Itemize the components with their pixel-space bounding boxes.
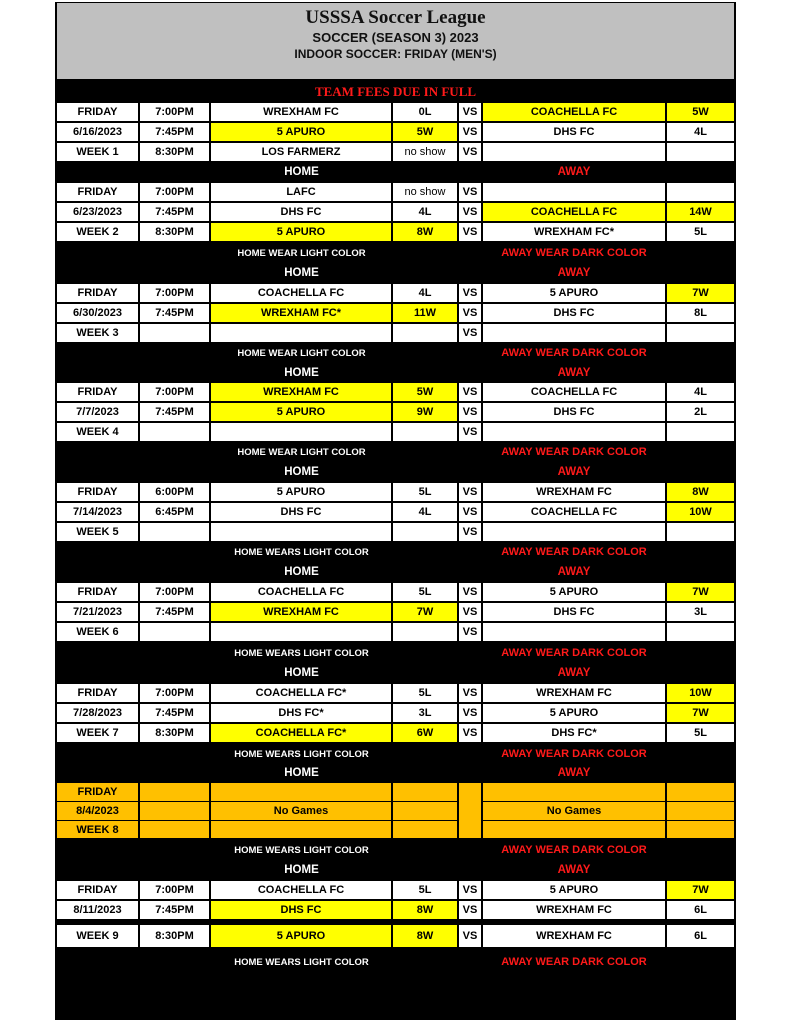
home-score-cell	[393, 423, 457, 441]
week-date: 6/30/2023	[57, 304, 138, 322]
away-score-cell: 10W	[667, 503, 734, 521]
home-label: HOME	[284, 367, 319, 379]
away-score-cell: 5W	[667, 103, 734, 121]
home-score-cell: 5L	[393, 583, 457, 601]
away-team-cell: DHS FC	[483, 403, 665, 421]
home-team-cell: DHS FC	[211, 203, 391, 221]
vs-cell: VS	[459, 123, 481, 141]
home-away-band	[55, 363, 736, 383]
away-score-cell	[667, 623, 734, 641]
home-score-cell: no show	[393, 183, 457, 201]
away-team-cell: DHS FC	[483, 123, 665, 141]
home-score-cell: 5W	[393, 383, 457, 401]
table-row	[55, 222, 736, 242]
table-row	[55, 482, 736, 502]
home-wear-label: HOME WEARS LIGHT COLOR	[234, 956, 369, 968]
away-score-cell: 8L	[667, 304, 734, 322]
home-score-cell: 7W	[393, 603, 457, 621]
home-away-band	[55, 663, 736, 683]
home-score-cell: 4L	[393, 503, 457, 521]
away-wear-label: AWAY WEAR DARK COLOR	[501, 647, 647, 659]
wear-color-band	[55, 343, 736, 363]
time-cell: 7:00PM	[140, 284, 209, 302]
time-cell: 6:45PM	[140, 503, 209, 521]
table-row	[55, 142, 736, 162]
table-row	[55, 182, 736, 202]
away-team-cell: No Games	[483, 802, 665, 820]
away-team-cell: WREXHAM FC	[483, 901, 665, 919]
vs-cell: VS	[459, 523, 481, 541]
away-team-cell	[483, 623, 665, 641]
away-label: AWAY	[557, 864, 591, 876]
away-team-cell: COACHELLA FC	[483, 383, 665, 401]
away-label: AWAY	[557, 667, 591, 679]
time-cell: 7:00PM	[140, 103, 209, 121]
home-away-band	[55, 763, 736, 783]
away-score-cell: 7W	[667, 881, 734, 899]
week-date: 6/23/2023	[57, 203, 138, 221]
time-cell: 8:30PM	[140, 143, 209, 161]
home-team-cell: COACHELLA FC*	[211, 684, 391, 702]
away-team-cell: 5 APURO	[483, 881, 665, 899]
home-score-cell: 5W	[393, 123, 457, 141]
home-score-cell: 5L	[393, 684, 457, 702]
vs-cell: VS	[459, 203, 481, 221]
vs-cell: VS	[459, 143, 481, 161]
time-cell: 8:30PM	[140, 925, 209, 947]
away-wear-label: AWAY WEAR DARK COLOR	[501, 347, 647, 359]
away-score-cell: 2L	[667, 403, 734, 421]
time-cell	[140, 821, 209, 838]
home-wear-label: HOME WEARS LIGHT COLOR	[234, 844, 369, 856]
table-row	[55, 122, 736, 142]
table-row	[55, 283, 736, 303]
vs-cell: VS	[459, 284, 481, 302]
time-cell	[140, 623, 209, 641]
home-label: HOME	[284, 466, 319, 478]
table-row	[55, 582, 736, 602]
home-score-cell	[393, 802, 457, 820]
home-team-cell: COACHELLA FC	[211, 284, 391, 302]
home-team-cell: WREXHAM FC*	[211, 304, 391, 322]
table-row	[55, 602, 736, 622]
away-team-cell: 5 APURO	[483, 284, 665, 302]
time-cell: 6:00PM	[140, 483, 209, 501]
away-wear-label: AWAY WEAR DARK COLOR	[501, 956, 647, 968]
vs-cell: VS	[459, 724, 481, 742]
home-wear-label: HOME WEARS LIGHT COLOR	[234, 748, 369, 760]
home-label: HOME	[284, 667, 319, 679]
table-row	[55, 924, 736, 948]
away-wear-label: AWAY WEAR DARK COLOR	[501, 546, 647, 558]
home-score-cell	[393, 523, 457, 541]
time-cell: 7:00PM	[140, 383, 209, 401]
home-team-cell: COACHELLA FC*	[211, 724, 391, 742]
vs-cell: VS	[459, 503, 481, 521]
home-score-cell: 9W	[393, 403, 457, 421]
home-score-cell	[393, 783, 457, 801]
home-score-cell: 4L	[393, 284, 457, 302]
vs-cell: VS	[459, 583, 481, 601]
vs-cell: VS	[459, 623, 481, 641]
vs-cell: VS	[459, 603, 481, 621]
vs-cell: VS	[459, 183, 481, 201]
vs-cell: VS	[459, 324, 481, 342]
fees-notice: TEAM FEES DUE IN FULL	[314, 84, 477, 99]
away-team-cell	[483, 183, 665, 201]
home-team-cell: WREXHAM FC	[211, 383, 391, 401]
table-row	[55, 202, 736, 222]
away-label: AWAY	[557, 267, 591, 279]
home-away-band	[55, 263, 736, 283]
home-team-cell	[211, 821, 391, 838]
away-wear-label: AWAY WEAR DARK COLOR	[501, 844, 647, 856]
table-row	[55, 622, 736, 642]
away-team-cell: COACHELLA FC	[483, 503, 665, 521]
time-cell: 7:45PM	[140, 704, 209, 722]
home-team-cell: DHS FC	[211, 503, 391, 521]
table-row	[55, 820, 736, 839]
home-score-cell: 5L	[393, 483, 457, 501]
away-score-cell	[667, 802, 734, 820]
table-row	[55, 102, 736, 122]
division-title: INDOOR SOCCER: FRIDAY (MEN'S)	[294, 47, 497, 61]
vs-cell: VS	[459, 704, 481, 722]
week-week: WEEK 8	[57, 821, 138, 838]
away-team-cell: DHS FC	[483, 304, 665, 322]
away-team-cell	[483, 423, 665, 441]
time-cell	[140, 324, 209, 342]
home-team-cell	[211, 423, 391, 441]
home-team-cell: DHS FC*	[211, 704, 391, 722]
home-wear-label: HOME WEARS LIGHT COLOR	[234, 546, 369, 558]
home-team-cell: 5 APURO	[211, 223, 391, 241]
away-team-cell: COACHELLA FC	[483, 103, 665, 121]
time-cell	[140, 523, 209, 541]
home-team-cell: DHS FC	[211, 901, 391, 919]
vs-cell	[459, 819, 481, 838]
away-score-cell: 7W	[667, 583, 734, 601]
wear-color-band	[55, 952, 736, 972]
away-score-cell	[667, 783, 734, 801]
home-label: HOME	[284, 864, 319, 876]
home-team-cell	[211, 623, 391, 641]
home-team-cell: WREXHAM FC	[211, 603, 391, 621]
wear-color-band	[55, 840, 736, 860]
home-away-band	[55, 462, 736, 482]
away-wear-label: AWAY WEAR DARK COLOR	[501, 748, 647, 760]
wear-color-band	[55, 744, 736, 764]
away-team-cell: WREXHAM FC	[483, 925, 665, 947]
away-team-cell	[483, 783, 665, 801]
away-team-cell	[483, 324, 665, 342]
league-title: USSSA Soccer League	[305, 7, 486, 28]
wear-color-band	[55, 442, 736, 462]
home-score-cell: 6W	[393, 724, 457, 742]
away-team-cell: DHS FC*	[483, 724, 665, 742]
away-team-cell: WREXHAM FC*	[483, 223, 665, 241]
home-team-cell: No Games	[211, 802, 391, 820]
time-cell	[140, 802, 209, 820]
home-team-cell: COACHELLA FC	[211, 881, 391, 899]
away-score-cell: 14W	[667, 203, 734, 221]
time-cell	[140, 423, 209, 441]
time-cell: 7:00PM	[140, 684, 209, 702]
vs-cell: VS	[459, 103, 481, 121]
away-score-cell: 5L	[667, 223, 734, 241]
home-team-cell: 5 APURO	[211, 925, 391, 947]
week-date: 6/16/2023	[57, 123, 138, 141]
home-away-band	[55, 562, 736, 582]
home-score-cell: 3L	[393, 704, 457, 722]
time-cell: 8:30PM	[140, 223, 209, 241]
vs-cell: VS	[459, 925, 481, 947]
vs-cell: VS	[459, 223, 481, 241]
table-row	[55, 502, 736, 522]
wear-color-band	[55, 162, 736, 182]
away-label: AWAY	[557, 367, 591, 379]
week-date: 7/7/2023	[57, 403, 138, 421]
home-team-cell: COACHELLA FC	[211, 583, 391, 601]
home-wear-label: HOME WEAR LIGHT COLOR	[237, 446, 366, 458]
home-team-cell: 5 APURO	[211, 123, 391, 141]
home-label: HOME	[284, 566, 319, 578]
week-day: FRIDAY	[57, 103, 138, 121]
time-cell: 7:45PM	[140, 901, 209, 919]
away-label: AWAY	[557, 166, 591, 178]
away-score-cell	[667, 523, 734, 541]
table-row	[55, 723, 736, 743]
week-day: FRIDAY	[57, 183, 138, 201]
vs-cell: VS	[459, 901, 481, 919]
away-score-cell: 7W	[667, 284, 734, 302]
home-team-cell	[211, 783, 391, 801]
schedule-header	[57, 3, 734, 79]
away-score-cell	[667, 423, 734, 441]
week-day: FRIDAY	[57, 284, 138, 302]
away-score-cell	[667, 143, 734, 161]
table-row	[55, 402, 736, 422]
table-row	[55, 880, 736, 900]
week-week: WEEK 4	[57, 423, 138, 441]
table-row	[55, 900, 736, 920]
home-team-cell: LAFC	[211, 183, 391, 201]
wear-color-band	[55, 542, 736, 562]
time-cell: 7:00PM	[140, 183, 209, 201]
week-day: FRIDAY	[57, 881, 138, 899]
table-row	[55, 323, 736, 343]
home-score-cell: no show	[393, 143, 457, 161]
vs-cell: VS	[459, 483, 481, 501]
time-cell: 7:45PM	[140, 304, 209, 322]
away-label: AWAY	[557, 767, 591, 779]
away-team-cell: 5 APURO	[483, 704, 665, 722]
vs-cell: VS	[459, 423, 481, 441]
home-team-cell: WREXHAM FC	[211, 103, 391, 121]
away-score-cell: 10W	[667, 684, 734, 702]
week-date: 8/4/2023	[57, 802, 138, 820]
wear-color-band	[55, 243, 736, 263]
away-label: AWAY	[557, 566, 591, 578]
away-score-cell: 4L	[667, 123, 734, 141]
time-cell: 7:00PM	[140, 881, 209, 899]
away-team-cell	[483, 821, 665, 838]
week-day: FRIDAY	[57, 583, 138, 601]
time-cell: 7:00PM	[140, 583, 209, 601]
away-score-cell: 6L	[667, 901, 734, 919]
away-wear-label: AWAY WEAR DARK COLOR	[501, 247, 647, 259]
vs-cell: VS	[459, 304, 481, 322]
time-cell	[140, 783, 209, 801]
table-row	[55, 522, 736, 542]
time-cell: 8:30PM	[140, 724, 209, 742]
week-day: FRIDAY	[57, 483, 138, 501]
home-wear-label: HOME WEAR LIGHT COLOR	[237, 247, 366, 259]
week-week: WEEK 9	[57, 925, 138, 947]
week-week: WEEK 7	[57, 724, 138, 742]
home-team-cell: 5 APURO	[211, 403, 391, 421]
away-score-cell: 7W	[667, 704, 734, 722]
table-row	[55, 422, 736, 442]
away-team-cell: COACHELLA FC	[483, 203, 665, 221]
week-date: 8/11/2023	[57, 901, 138, 919]
away-score-cell	[667, 324, 734, 342]
away-team-cell: DHS FC	[483, 603, 665, 621]
home-team-cell	[211, 523, 391, 541]
week-week: WEEK 5	[57, 523, 138, 541]
week-week: WEEK 2	[57, 223, 138, 241]
home-score-cell	[393, 821, 457, 838]
vs-cell: VS	[459, 383, 481, 401]
away-team-cell: 5 APURO	[483, 583, 665, 601]
home-score-cell	[393, 623, 457, 641]
season-title: SOCCER (SEASON 3) 2023	[312, 30, 479, 45]
time-cell: 7:45PM	[140, 403, 209, 421]
home-score-cell: 4L	[393, 203, 457, 221]
home-score-cell: 8W	[393, 925, 457, 947]
home-score-cell: 0L	[393, 103, 457, 121]
away-score-cell: 3L	[667, 603, 734, 621]
week-day: FRIDAY	[57, 783, 138, 801]
away-team-cell	[483, 523, 665, 541]
time-cell: 7:45PM	[140, 603, 209, 621]
table-row	[55, 801, 736, 821]
home-team-cell: LOS FARMERZ	[211, 143, 391, 161]
home-label: HOME	[284, 767, 319, 779]
home-team-cell	[211, 324, 391, 342]
home-score-cell: 8W	[393, 223, 457, 241]
table-row	[55, 703, 736, 723]
week-date: 7/28/2023	[57, 704, 138, 722]
away-wear-label: AWAY WEAR DARK COLOR	[501, 446, 647, 458]
week-week: WEEK 3	[57, 324, 138, 342]
away-team-cell: WREXHAM FC	[483, 483, 665, 501]
away-score-cell	[667, 183, 734, 201]
home-score-cell: 11W	[393, 304, 457, 322]
home-team-cell: 5 APURO	[211, 483, 391, 501]
home-wear-label: HOME WEAR LIGHT COLOR	[237, 347, 366, 359]
week-week: WEEK 1	[57, 143, 138, 161]
week-week: WEEK 6	[57, 623, 138, 641]
table-row	[55, 303, 736, 323]
away-team-cell	[483, 143, 665, 161]
away-score-cell: 8W	[667, 483, 734, 501]
home-wear-label: HOME WEARS LIGHT COLOR	[234, 647, 369, 659]
away-score-cell: 6L	[667, 925, 734, 947]
home-label: HOME	[284, 267, 319, 279]
home-score-cell	[393, 324, 457, 342]
away-score-cell: 4L	[667, 383, 734, 401]
vs-cell: VS	[459, 684, 481, 702]
away-score-cell	[667, 821, 734, 838]
away-score-cell: 5L	[667, 724, 734, 742]
vs-cell: VS	[459, 403, 481, 421]
home-score-cell: 5L	[393, 881, 457, 899]
home-away-band	[55, 860, 736, 880]
week-day: FRIDAY	[57, 383, 138, 401]
home-label: HOME	[284, 166, 319, 178]
table-row	[55, 782, 736, 802]
away-team-cell: WREXHAM FC	[483, 684, 665, 702]
time-cell: 7:45PM	[140, 203, 209, 221]
vs-cell: VS	[459, 881, 481, 899]
week-date: 7/21/2023	[57, 603, 138, 621]
table-row	[55, 683, 736, 703]
week-date: 7/14/2023	[57, 503, 138, 521]
time-cell: 7:45PM	[140, 123, 209, 141]
table-row	[55, 382, 736, 402]
away-label: AWAY	[557, 466, 591, 478]
home-score-cell: 8W	[393, 901, 457, 919]
week-day: FRIDAY	[57, 684, 138, 702]
wear-color-band	[55, 643, 736, 663]
